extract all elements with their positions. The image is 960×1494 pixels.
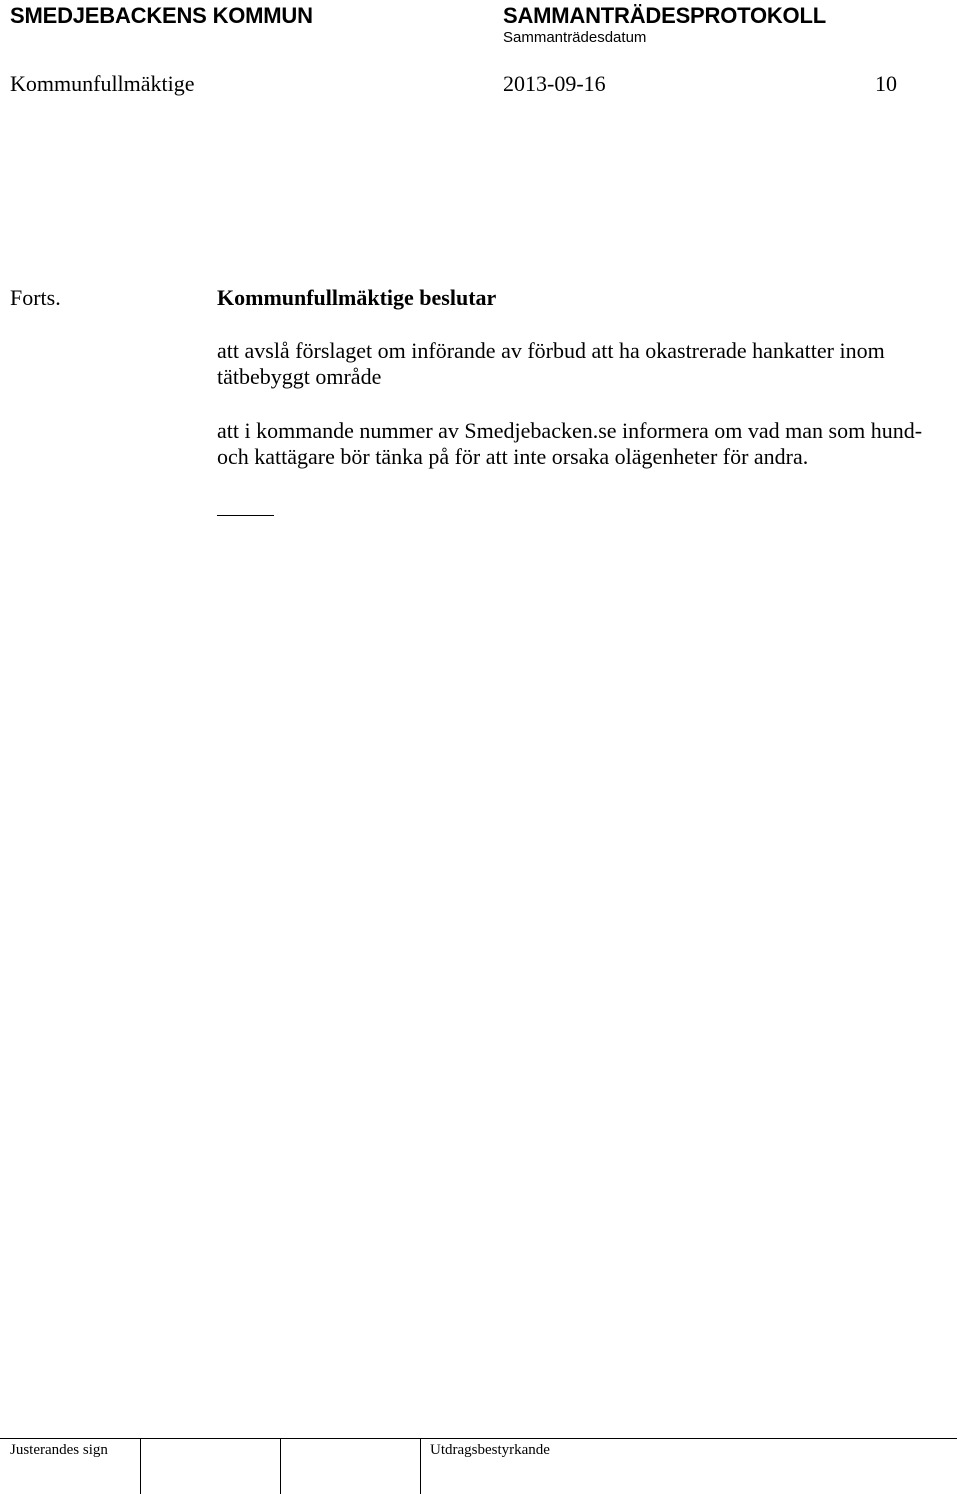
continued-label: Forts. (10, 285, 61, 310)
document-type: SAMMANTRÄDESPROTOKOLL (503, 3, 826, 28)
decision-paragraph: att avslå förslaget om införande av förbud att ha okastrerade hankatter inom tätbebyggt område (217, 338, 885, 389)
governing-body: Kommunfullmäktige (10, 71, 195, 96)
signature-field-label: Justerandes sign (10, 1442, 108, 1458)
decision-heading: Kommunfullmäktige beslutar (217, 285, 497, 310)
section-end-rule (217, 515, 274, 516)
decision-paragraph: att i kommande nummer av Smedjebacken.se informera om vad man som hund- och kattägare bör tänka på för att inte orsaka olägenheter för andra. (217, 418, 923, 469)
page-number: 10 (875, 71, 897, 96)
extract-certification-label: Utdragsbestyrkande (430, 1442, 550, 1458)
organization-name: SMEDJEBACKENS KOMMUN (10, 3, 313, 28)
meeting-date: 2013-09-16 (503, 71, 606, 96)
footer-divider (420, 1438, 421, 1494)
footer-rule (0, 1438, 957, 1439)
meeting-date-label: Sammanträdesdatum (503, 29, 647, 46)
footer-divider (140, 1438, 141, 1494)
footer-divider (280, 1438, 281, 1494)
